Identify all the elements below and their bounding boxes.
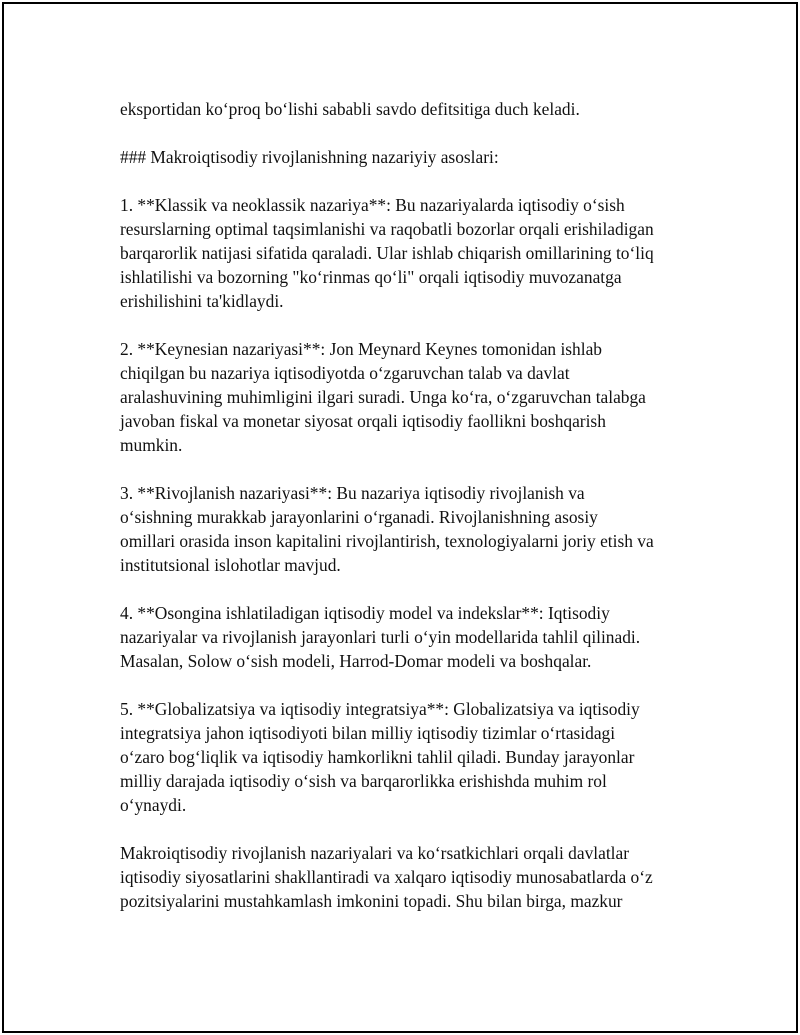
text-line: barqarorlik natijasi sifatida qaraladi. Ular ishlab chiqarish omillarining to‘liq — [120, 243, 654, 263]
text-line: o‘ynaydi. — [120, 795, 187, 815]
text-line: iqtisodiy siyosatlarini shakllantiradi va xalqaro iqtisodiy munosabatlarda o‘z — [120, 867, 653, 887]
text-line: 1. **Klassik va neoklassik nazariya**: Bu nazariyalarda iqtisodiy o‘sish — [120, 195, 625, 215]
list-item-1 — [120, 193, 695, 313]
text-line: 4. **Osongina ishlatiladigan iqtisodiy model va indekslar**: Iqtisodiy — [120, 603, 610, 623]
text-line: mumkin. — [120, 435, 183, 455]
text-line: o‘zaro bog‘liqlik va iqtisodiy hamkorlikni tahlil qiladi. Bunday jarayonlar — [120, 747, 635, 767]
list-item-2 — [120, 337, 695, 457]
text-line: ishlatilishi va bozorning "ko‘rinmas qo‘li" orqali iqtisodiy muvozanatga — [120, 267, 622, 287]
text-line: milliy darajada iqtisodiy o‘sish va barqarorlikka erishishda muhim rol — [120, 771, 607, 791]
text-line: erishilishini ta'kidlaydi. — [120, 291, 284, 311]
document-body — [120, 97, 695, 937]
text-line: 3. **Rivojlanish nazariyasi**: Bu nazariya iqtisodiy rivojlanish va — [120, 483, 585, 503]
text-line: institutsional islohotlar mavjud. — [120, 555, 341, 575]
text-line: 2. **Keynesian nazariyasi**: Jon Meynard Keynes tomonidan ishlab — [120, 339, 602, 359]
document-page — [2, 2, 798, 1033]
text-line: resurslarning optimal taqsimlanishi va raqobatli bozorlar orqali erishiladigan — [120, 219, 654, 239]
text-line: o‘sishning murakkab jarayonlarini o‘rganadi. Rivojlanishning asosiy — [120, 507, 598, 527]
heading-line: ### Makroiqtisodiy rivojlanishning nazariyiy asoslari: — [120, 147, 499, 167]
text-line: Masalan, Solow o‘sish modeli, Harrod-Domar modeli va boshqalar. — [120, 651, 592, 671]
text-line: 5. **Globalizatsiya va iqtisodiy integratsiya**: Globalizatsiya va iqtisodiy — [120, 699, 640, 719]
text-line: nazariyalar va rivojlanish jarayonlari turli o‘yin modellarida tahlil qilinadi. — [120, 627, 641, 647]
text-line: aralashuvining muhimligini ilgari suradi. Unga ko‘ra, o‘zgaruvchan talabga — [120, 387, 646, 407]
text-line: chiqilgan bu nazariya iqtisodiyotda o‘zgaruvchan talab va davlat — [120, 363, 570, 383]
text-line: javoban fiskal va monetar siyosat orqali iqtisodiy faollikni boshqarish — [120, 411, 606, 431]
text-line: eksportidan ko‘proq bo‘lishi sababli savdo defitsitiga duch keladi. — [120, 99, 580, 119]
list-item-5 — [120, 697, 695, 817]
paragraph-conclusion — [120, 841, 695, 913]
paragraph-intro-continuation — [120, 97, 695, 121]
text-line: Makroiqtisodiy rivojlanish nazariyalari va ko‘rsatkichlari orqali davlatlar — [120, 843, 629, 863]
list-item-4 — [120, 601, 695, 673]
text-line: pozitsiyalarini mustahkamlash imkonini topadi. Shu bilan birga, mazkur — [120, 891, 623, 911]
section-heading — [120, 145, 695, 169]
list-item-3 — [120, 481, 695, 577]
text-line: integratsiya jahon iqtisodiyoti bilan milliy iqtisodiy tizimlar o‘rtasidagi — [120, 723, 616, 743]
text-line: omillari orasida inson kapitalini rivojlantirish, texnologiyalarni joriy etish va — [120, 531, 654, 551]
